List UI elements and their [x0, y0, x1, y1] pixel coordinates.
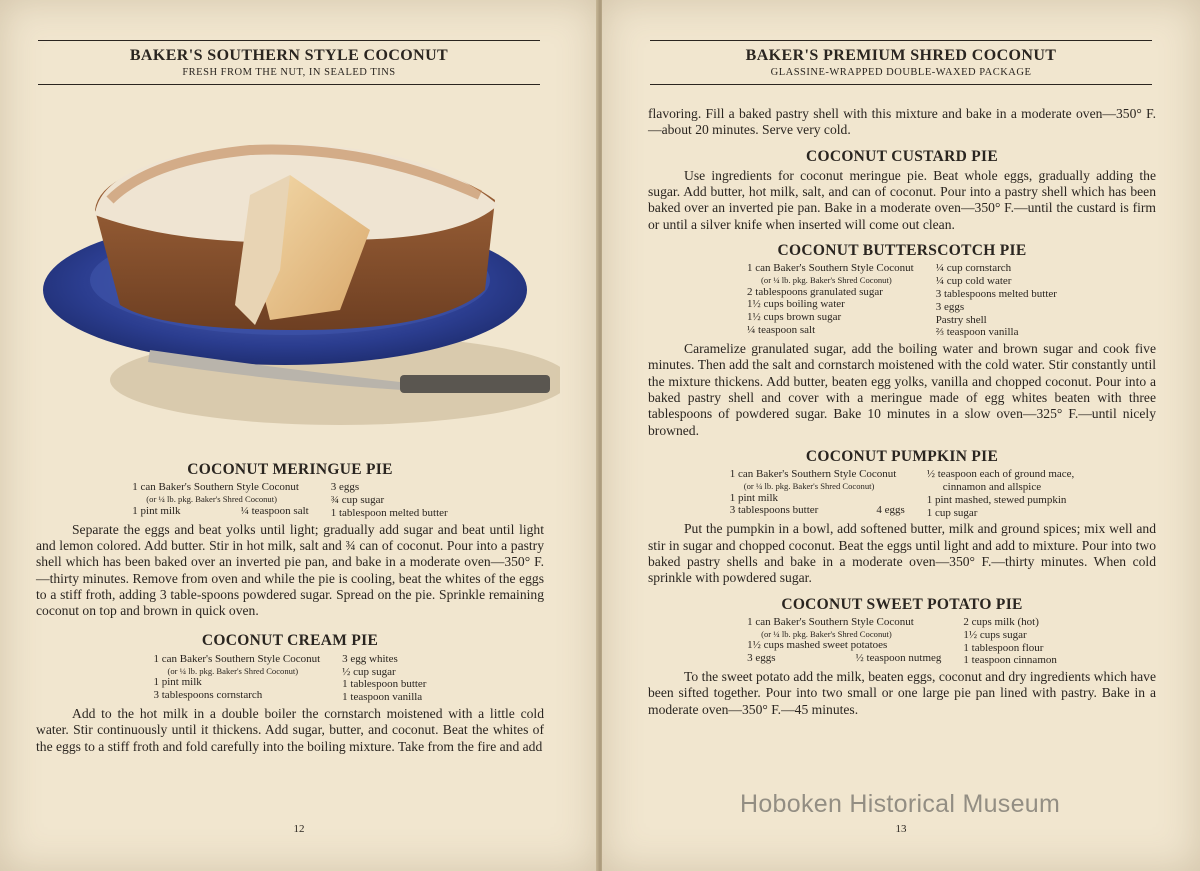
ingredient: 1 can Baker's Southern Style Coconut: [153, 652, 321, 665]
ingredient: 1 pint mashed, stewed pumpkin: [926, 493, 1067, 506]
recipe-title: COCONUT CUSTARD PIE: [805, 147, 998, 165]
right-page: [602, 0, 1200, 871]
left-header-title: BAKER'S SOUTHERN STYLE COCONUT: [129, 47, 449, 64]
recipe-pumpkin: [648, 449, 1156, 587]
ingredient: 1 cup sugar: [926, 506, 978, 519]
ingredient: 1 can Baker's Southern Style Coconut: [747, 615, 914, 628]
recipe-title: COCONUT MERINGUE PIE: [187, 461, 393, 478]
ingredient: 1 pint milk ¼ teaspoon salt: [132, 504, 309, 517]
ingredients-col: [154, 653, 321, 704]
header-rule-top: [38, 40, 540, 41]
ingredients-col: [747, 616, 941, 667]
ingredient: 1 can Baker's Southern Style Coconut: [132, 481, 299, 494]
ingredient: ¼ teaspoon salt: [747, 324, 816, 337]
ingredient: 1 can Baker's Southern Style Coconut: [729, 468, 897, 481]
ingredients-col: [963, 616, 1056, 667]
recipe-meringue: [36, 462, 544, 619]
ingredient: 1 teaspoon vanilla: [342, 691, 423, 704]
ingredient: ½ cup sugar: [342, 665, 396, 678]
recipe-title: COCONUT SWEET POTATO PIE: [781, 595, 1023, 613]
ingredient: ¼ cup cornstarch: [935, 262, 1012, 275]
ingredients: [648, 468, 1156, 519]
ingredient-note: (or ¼ lb. pkg. Baker's Shred Coconut): [761, 275, 892, 286]
page-number: 12: [293, 823, 305, 835]
recipe-butterscotch: [648, 243, 1156, 439]
header-rule-top: [650, 40, 1152, 41]
ingredient: 1 can Baker's Southern Style Coconut: [747, 262, 914, 275]
recipe-text: Put the pumpkin in a bowl, add softened butter, milk and ground spices; mix well and stir in sugar and chopped coconut. Beat the eggs until light and add to mixture. Pour into two baked pastry shells and bake in a moderate oven—350° F.—thirty minutes. When cold sprinkle with powdered sugar.: [648, 521, 1156, 586]
recipe-title: COCONUT BUTTERSCOTCH PIE: [777, 242, 1027, 260]
recipe-text: Add to the hot milk in a double boiler the cornstarch moistened with a little cold water. Stir continuously until it thickens. Add sugar, butter, and coconut. Beat the whites of the eggs to a stiff froth and fold carefully into the boiling mixture. Take from the fire and add: [36, 705, 544, 754]
ingredient: 1 tablespoon melted butter: [330, 506, 448, 519]
ingredient: 1 tablespoon flour: [963, 641, 1044, 654]
ingredient: 1½ cups brown sugar: [747, 311, 842, 324]
ingredient: 1½ cups boiling water: [747, 298, 845, 311]
ingredient: 1 teaspoon cinnamon: [963, 654, 1057, 667]
right-header-subtitle: GLASSINE-WRAPPED DOUBLE-WAXED PACKAGE: [770, 67, 1032, 78]
ingredients-col: [927, 468, 1075, 519]
ingredient: ½ teaspoon each of ground mace,: [926, 468, 1075, 481]
ingredient-note: (or ¼ lb. pkg. Baker's Shred Coconut): [167, 665, 299, 676]
ingredient-note: (or ¼ lb. pkg. Baker's Shred Coconut): [146, 494, 277, 505]
recipe-custard: [648, 149, 1156, 233]
ingredient: 1½ cups mashed sweet potatoes: [747, 639, 888, 652]
ingredient: 3 tablespoons melted butter: [935, 287, 1057, 300]
pie-illustration: [40, 120, 560, 440]
header-rule-bottom: [650, 84, 1152, 85]
recipe-title: COCONUT PUMPKIN PIE: [805, 447, 999, 465]
page-number: 13: [895, 823, 907, 835]
ingredient: 3 tablespoons butter 4 eggs: [729, 504, 905, 517]
ingredients: [648, 262, 1156, 339]
recipe-cream: [36, 633, 544, 754]
recipe-title: COCONUT CREAM PIE: [201, 632, 379, 650]
right-content: [648, 106, 1156, 718]
ingredient: Pastry shell: [935, 313, 987, 326]
ingredient: 1 tablespoon butter: [342, 678, 427, 691]
ingredient: 3 eggs ½ teaspoon nutmeg: [747, 652, 942, 664]
ingredient: 3 tablespoons cornstarch: [153, 688, 263, 701]
ingredients-col: [730, 468, 905, 519]
ingredient-note: (or ¼ lb. pkg. Baker's Shred Coconut): [743, 481, 875, 492]
ingredients-col: [132, 481, 308, 519]
ingredient: 2 tablespoons granulated sugar: [747, 285, 883, 298]
header-rule-bottom: [38, 84, 540, 85]
left-header-subtitle: FRESH FROM THE NUT, IN SEALED TINS: [182, 67, 396, 78]
ingredient: 1½ cups sugar: [963, 628, 1027, 641]
recipe-text: Caramelize granulated sugar, add the boiling water and brown sugar and cook five minutes. Then add the salt and cornstarch moistened with the cold water. Stir constantly until the mixture thickens. Add butter, beaten egg yolks, vanilla and chopped coconut. Pour into a baked pastry shell and cover with a meringue made of egg whites beaten with three tablespoons of powdered sugar. Bake 10 minutes in a slow oven—325° F.—until nicely browned.: [648, 341, 1156, 438]
ingredient: 3 eggs: [330, 481, 360, 494]
ingredient: 3 egg whites: [342, 652, 398, 665]
ingredient: 3 eggs: [935, 300, 965, 313]
left-header: [38, 40, 540, 85]
museum-watermark: Hoboken Historical Museum: [740, 790, 1061, 818]
knife-handle-shape: [400, 375, 550, 393]
ingredient: ¾ cup sugar: [330, 494, 385, 507]
recipe-text: Separate the eggs and beat yolks until light; gradually add sugar and beat until light and lemon colored. Add butter. Stir in hot milk, salt and ¾ can of coconut. Pour into a pastry shell which has been baked over an inverted pie pan, and bake in a moderate oven—350° F.—thirty minutes. Remove from oven and while the pie is cooling, beat the whites of the eggs to a stiff froth, adding 3 table-spoons powdered sugar. Spread on the pie. Sprinkle remaining coconut on top and brown in quick oven.: [36, 521, 544, 619]
ingredient: cinnamon and allspice: [942, 481, 1042, 494]
ingredients-col: [747, 262, 914, 339]
ingredient: 2 cups milk (hot): [963, 615, 1039, 628]
ingredient: ⅔ teaspoon vanilla: [935, 326, 1019, 339]
ingredients-col: [936, 262, 1057, 339]
ingredients: [36, 653, 544, 704]
ingredient: 1 pint milk: [729, 491, 778, 504]
recipe-text: To the sweet potato add the milk, beaten eggs, coconut and dry ingredients which have been sifted together. Pour into two small or one large pie pan lined with pastry. Bake in a moderate oven—350° F.—45 minutes.: [648, 669, 1156, 717]
ingredients: [36, 481, 544, 519]
right-header-title: BAKER'S PREMIUM SHRED COCONUT: [745, 47, 1057, 64]
left-content: [36, 462, 544, 755]
ingredient: 1 pint milk: [153, 676, 202, 689]
ingredient-note: (or ¼ lb. pkg. Baker's Shred Coconut): [761, 628, 892, 639]
ingredients-col: [331, 481, 448, 519]
right-header: [650, 40, 1152, 85]
ingredient: ¼ cup cold water: [935, 275, 1012, 288]
ingredients-col: [342, 653, 426, 704]
left-page: [0, 0, 598, 871]
recipe-text: Use ingredients for coconut meringue pie. Beat whole eggs, gradually adding the sugar. Add butter, hot milk, salt, and can of coconut. Pour into a pastry shell which has been baked over an inverted pie pan. Bake in a moderate oven—350° F.—until the custard is firm or until a silver knife when inserted will come out clean.: [648, 167, 1156, 232]
continuation-text: flavoring. Fill a baked pastry shell with this mixture and bake in a moderate oven—350° F.—about 20 minutes. Serve very cold.: [648, 106, 1156, 138]
ingredients: [648, 616, 1156, 667]
recipe-sweet-potato: [648, 597, 1156, 718]
